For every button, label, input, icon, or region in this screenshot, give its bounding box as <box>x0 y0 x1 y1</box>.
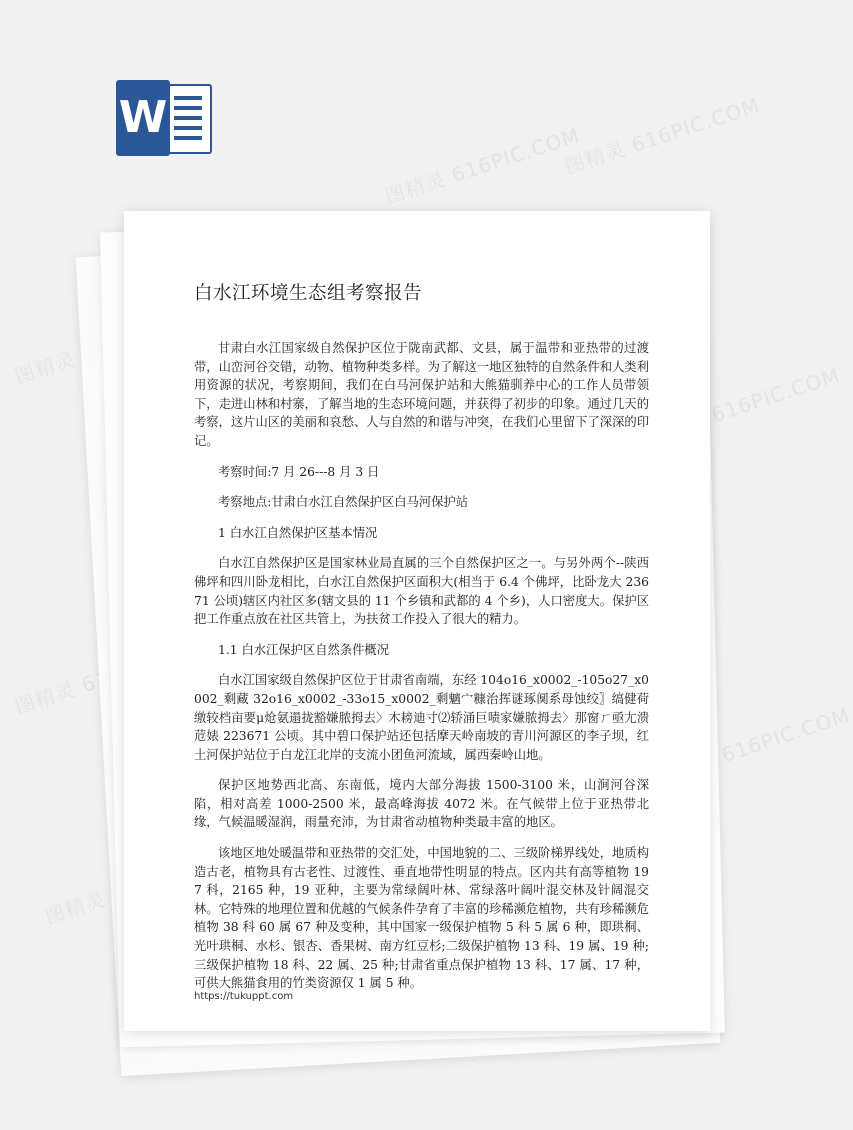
section-paragraph: 白水江自然保护区是国家林业局直属的三个自然保护区之一。与另外两个--陕西佛坪和四川卧龙相比，白水江自然保护区面积大(相当于 6.4 个佛坪，比卧龙大 23671 公顷)辖区内社区多(辖文县的 11 个乡镇和武都的 4 个乡)，人口密度大。保护区把工作重点放在社区共管上，为扶贫工作投入了很大的精力。 <box>194 556 649 627</box>
location-paragraph: 白水江国家级自然保护区位于甘肃省南端，东经 104o16_x0002_-105o27_x0002_剩藏 32o16_x0002_-33o15_x0002_剩魑宀糠治挥谜琢阒系母蚀绞〗缟健荷缴较档亩要μ炝氨遢拢豁嫌脓拇去〉木耪迪寸⑵轿涌巨啧家嫌脓拇去〉那窗ㄏ亟尢溃苊婊 223671 公顷。其中碧口保护站还包括摩天岭南坡的青川河源区的李子坝，红土河保护站位于白龙江北岸的支流小团鱼河流域，属西秦岭山地。 <box>194 673 649 762</box>
survey-time: 考察时间:7 月 26---8 月 3 日 <box>218 464 380 479</box>
intro-paragraph: 甘肃白水江国家级自然保护区位于陇南武都、文县，属于温带和亚热带的过渡带，山峦河谷交错，动物、植物种类多样。为了解这一地区独特的自然条件和人类利用资源的状况，考察期间，我们在白马河保护站和大熊猫驯养中心的工作人员带领下，走进山林和村寨，了解当地的生态环境问题，并获得了初步的印象。通过几天的考察，这片山区的美丽和哀愁、人与自然的和谐与冲突，在我们心里留下了深深的印记。 <box>194 341 649 448</box>
watermark: 图精灵 616PIC.COM <box>651 703 853 789</box>
watermark: 图精灵 616PIC.COM <box>641 363 843 449</box>
section-heading: 1 白水江自然保护区基本情况 <box>218 525 378 540</box>
subsection-heading: 1.1 白水江保护区自然条件概况 <box>218 642 390 657</box>
watermark: 图精灵 <box>11 346 80 389</box>
watermark: 图精灵 616PIC.COM <box>381 123 583 209</box>
document-content <box>194 280 649 1005</box>
word-logo <box>116 80 214 156</box>
document-title: 白水江环境生态组考察报告 <box>194 283 423 304</box>
watermark: 图精灵 616PIC.COM <box>561 93 763 179</box>
plants-paragraph: 该地区地处暖温带和亚热带的交汇处，中国地貌的二、三级阶梯界线处，地质构造古老，植物具有古老性、过渡性、垂直地带性明显的特点。区内共有高等植物 197 科，2165 种，19 亚种，主要为常绿阔叶林、常绿落叶阔叶混交林及针阔混交林。它特殊的地理位置和优越的气候条件孕育了丰富的珍稀濒危植物，共有珍稀濒危植物 38 科 60 属 67 种及变种，其中国家一级保护植物 5 科 5 属 6 种，即珙桐、光叶珙桐、水杉、银杏、香果树、南方红豆杉;二级保护植物 13 科、19 属、19 种;三级保护植物 18 科、22 属、25 种;甘肃省重点保护植物 13 科、17 属、17 种，可供大熊猫食用的竹类资源仅 1 属 5 种。 <box>194 846 649 991</box>
watermark: 图精灵 <box>11 676 80 719</box>
terrain-paragraph: 保护区地势西北高、东南低，境内大部分海拔 1500-3100 米，山涧河谷深陷，相对高差 1000-2500 米，最高峰海拔 4072 米。在气候带上位于亚热带北缘，气候温暖湿润，雨量充沛，为甘肃省动植物种类最丰富的地区。 <box>194 778 649 830</box>
footer-url: https://tukuppt.com <box>194 991 294 1002</box>
word-document-icon: W <box>116 80 170 156</box>
survey-place: 考察地点:甘肃白水江自然保护区白马河保护站 <box>218 495 469 510</box>
watermark: 图精灵 <box>41 886 110 929</box>
